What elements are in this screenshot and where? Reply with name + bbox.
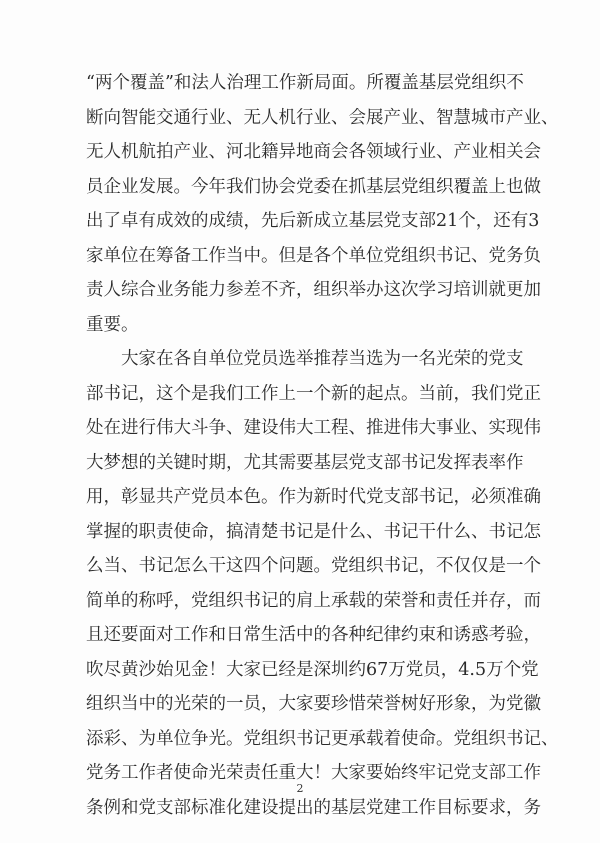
text-line: 重要。 bbox=[86, 314, 139, 335]
text-line: “两个覆盖”和法人治理工作新局面。所覆盖基层党组织不 bbox=[86, 73, 524, 93]
text-line: 条例和党支部标准化建设提出的基层党建工作目标要求，务 bbox=[86, 797, 541, 818]
text-line: 出了卓有成效的成绩，先后新成立基层党支部21个，还有3 bbox=[86, 211, 540, 231]
text-line: 么当、书记怎么干这四个问题。党组织书记，不仅仅是一个 bbox=[86, 556, 541, 576]
text-line: 责人综合业务能力参差不齐，组织举办这次学习培训就更加 bbox=[86, 280, 541, 300]
text-line: 部书记，这个是我们工作上一个新的起点。当前，我们党正 bbox=[86, 383, 541, 404]
text-line: 大梦想的关键时期，尤其需要基层党支部书记发挥表率作 bbox=[86, 452, 524, 473]
text-line: 断向智能交通行业、无人机行业、会展产业、智慧城市产业、 bbox=[86, 107, 559, 128]
text-line: 党务工作者使命光荣责任重大！大家要始终牢记党支部工作 bbox=[86, 763, 541, 783]
text-line: 吹尽黄沙始见金！大家已经是深圳约67万党员，4.5万个党 bbox=[86, 659, 539, 680]
text-line: 掌握的职责使命，搞清楚书记是什么、书记干什么、书记怎 bbox=[86, 521, 541, 542]
text-line: 添彩、为单位争光。党组织书记更承载着使命。党组织书记、 bbox=[86, 728, 559, 749]
document-body bbox=[86, 66, 559, 825]
paragraph-2 bbox=[86, 342, 559, 825]
text-line: 组织当中的光荣的一员，大家要珍惜荣誉树好形象，为党徽 bbox=[86, 694, 541, 714]
text-line: 且还要面对工作和日常生活中的各种纪律约束和诱惑考验， bbox=[86, 625, 541, 645]
text-line: 无人机航拍产业、河北籍异地商会各领域行业、产业相关会 bbox=[86, 142, 541, 162]
paragraph-1 bbox=[86, 66, 559, 342]
text-line: 家单位在筹备工作当中。但是各个单位党组织书记、党务负 bbox=[86, 245, 541, 266]
text-line: 处在进行伟大斗争、建设伟大工程、推进伟大事业、实现伟 bbox=[86, 418, 541, 438]
text-line: 用，彰显共产党员本色。作为新时代党支部书记，必须准确 bbox=[86, 487, 541, 507]
page-number: 2 bbox=[296, 782, 304, 795]
text-line: 简单的称呼，党组织书记的肩上承载的荣誉和责任并存，而 bbox=[86, 590, 541, 611]
text-line: 员企业发展。今年我们协会党委在抓基层党组织覆盖上也做 bbox=[86, 176, 541, 197]
text-line: 大家在各自单位党员选举推荐当选为一名光荣的党支 bbox=[121, 349, 524, 369]
